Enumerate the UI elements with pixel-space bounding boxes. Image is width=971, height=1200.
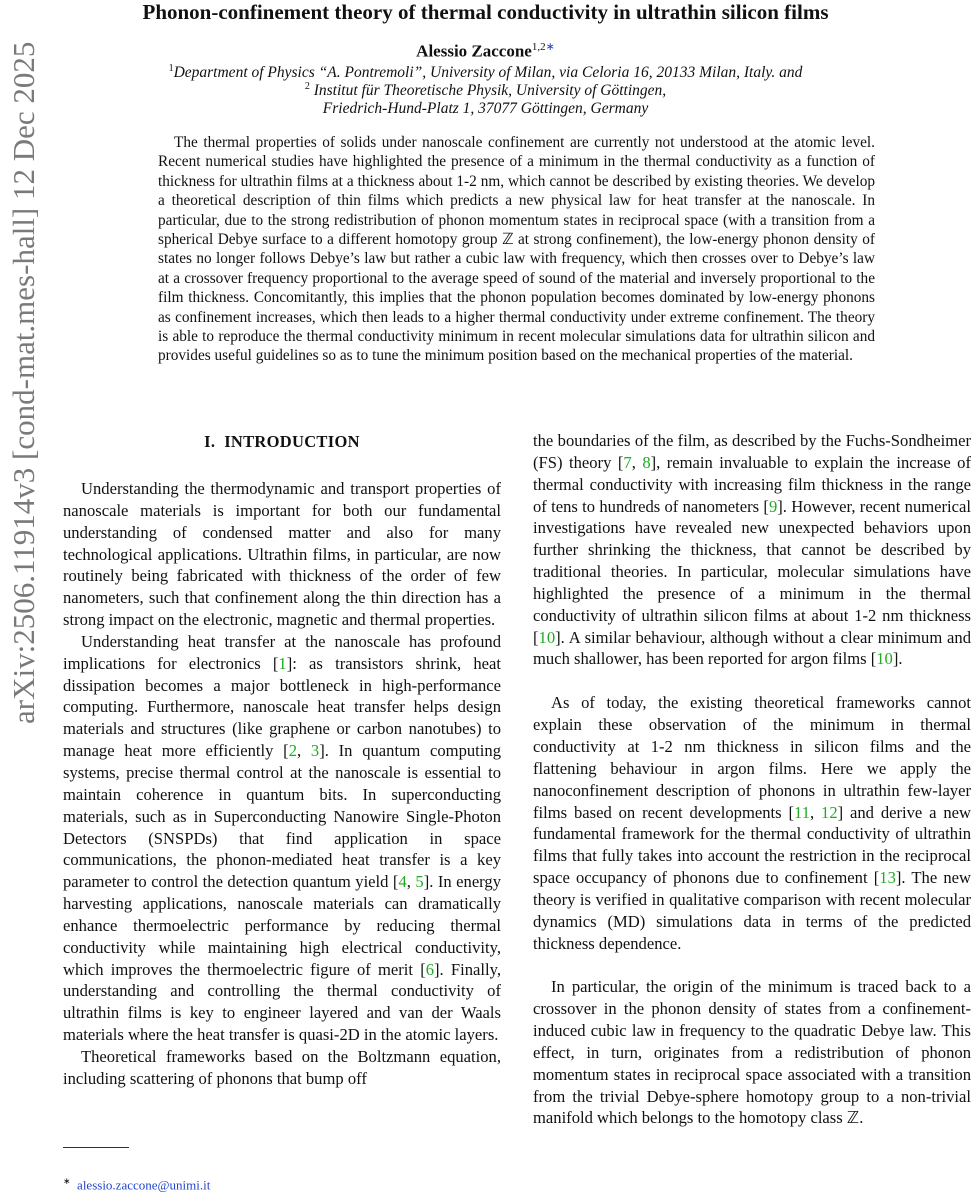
abstract: The thermal properties of solids under nanoscale confinement are currently not understood at the atomic level. Recent numerical studies have highlighted the presence of a minimum in the thermal conductivity as a function of thickness for ultrathin films at a thickness about 1-2 nm, which cannot be described by existing theories. We develop a theoretical description of thin films which predicts a new physical law for heat transfer at the nanoscale. In particular, due to the strong redistribution of phonon momentum states in reciprocal space (with a transition from a spherical Debye surface to a different homotopy group ℤ at strong confinement), the low-energy phonon density of states no longer follows Debye’s law but rather a cubic law with frequency, which then crosses over to Debye’s law at a crossover frequency proportional to the average speed of sound of the material and inversely proportional to the film thickness. Concomitantly, this implies that the phonon population becomes dominated by low-energy phonons as confinement increases, which then leads to a higher thermal conductivity under extreme confinement. The theory is able to reproduce the thermal conductivity minimum in recent molecular simulations data for ultrathin silicon and provides useful guidelines so as to tune the minimum position based on the mechanical properties of the material. — [158, 134, 875, 365]
author-email-link[interactable]: alessio.zaccone@unimi.it — [77, 1177, 211, 1193]
affiliation-1-text: Department of Physics “A. Pontremoli”, University of Milan, via Celoria 16, 20133 Milan, Italy. and — [173, 64, 803, 82]
intro-paragraph-1: Understanding the thermodynamic and transport properties of nanoscale materials is important for both our fundamental understanding of condensed matter and also for many technological applications. Ultrathin films, in particular, are now routinely being fabricated with thickness of the order of few nanometers, such that confinement along the thin direction has a strong impact on the electronic, magnetic and thermal properties. — [63, 479, 501, 630]
intro-paragraph-3-continued: the boundaries of the film, as described by the Fuchs-Sondheimer (FS) theory [7, 8], remain invaluable to explain the increase of thermal conductivity with increasing film thickness in the range of tens to hundreds of nanometers [9]. However, recent numerical investigations have revealed new unexpected behaviors upon further shrinking the thickness, that cannot be described by traditional theories. In particular, molecular simulations have highlighted the presence of a minimum in the thermal conductivity of ultrathin silicon films at about 1-2 nm thickness [10]. A similar behaviour, although without a clear minimum and much shallower, has been reported for argon films [10]. — [533, 431, 971, 669]
citation-link[interactable]: 13 — [879, 868, 896, 888]
left-column — [63, 478, 501, 1090]
text-run: Understanding heat transfer at the nanoscale has profound implications for electronics [ — [63, 631, 501, 673]
citation-link[interactable]: 7 — [623, 452, 632, 472]
right-column — [533, 430, 971, 1129]
citation-link[interactable]: 2 — [288, 741, 298, 761]
section-title: INTRODUCTION — [224, 432, 360, 451]
affiliation-1 — [0, 63, 971, 82]
intro-paragraph-4: As of today, the existing theoretical frameworks cannot explain these observation of the minimum in thermal conductivity at 1-2 nm thickness in silicon films and the flattening behaviour in argon films. Here we apply the nanoconfinement description of phonons in ultrathin few-layer films based on recent developments [11, 12] and derive a new fundamental framework for the thermal conductivity of ultrathin films that fully takes into account the restriction in the reciprocal space occupancy of phonons due to confinement [13]. The new theory is verified in qualitative comparison with recent molecular dynamics (MD) simulations data in terms of the predicted thickness dependence. — [533, 693, 971, 953]
text-run: ]. However, recent numerical investigations have revealed new unexpected behaviors upon further shrinking the thickness, that cannot be described by traditional theories. In particular, molecular simulations have highlighted the presence of a minimum in the thermal conductivity of ultrathin silicon films at about 1-2 nm thickness [ — [533, 496, 971, 647]
text-run: ]. Finally, understanding and controlling the thermal conductivity of ultrathin films is key to engineer layered and van der Waals materials where the heat transfer is quasi-2D in the atomic layers. — [63, 959, 501, 1045]
author-corresponding-mark[interactable]: ∗ — [545, 41, 555, 53]
text-run: ]. — [892, 649, 903, 669]
text-run: ]. A similar behaviour, although without a clear minimum and much shallower, has been reported for argon films [ — [533, 627, 971, 669]
citation-link[interactable]: 12 — [821, 802, 838, 822]
footnote-mark: ∗ — [63, 1176, 71, 1186]
intro-paragraph-5: In particular, the origin of the minimum is traced back to a crossover in the phonon density of states from a confinement-induced cubic law in frequency to the quadratic Debye law. This effect, in turn, originates from a redistribution of phonon momentum states in reciprocal space associated with a transition from the trivial Debye-sphere homotopy group to a non-trivial manifold which belongs to the homotopy class ℤ. — [533, 977, 971, 1128]
intro-paragraph-2: Understanding heat transfer at the nanoscale has profound implications for electronics [1]: as transistors shrink, heat dissipation becomes a major bottleneck in high-performance computing. Furthermore, nanoscale heat transfer helps design materials and structures (like graphene or carbon nanotubes) to manage heat more efficiently [2, 3]. In quantum computing systems, precise thermal control at the nanoscale is essential to maintain coherence in quantum bits. In superconducting materials, such as in Superconducting Nanowire Single-Photon Detectors (SNSPDs) that find application in space communications, the phonon-mediated heat transfer is a key parameter to control the detection quantum yield [4, 5]. In energy harvesting applications, nanoscale materials can dramatically enhance thermoelectric performance by reducing thermal conductivity while maintaining high electrical conductivity, which improves the thermoelectric figure of merit [6]. Finally, understanding and controlling the thermal conductivity of ultrathin films is key to engineer layered and van der Waals materials where the heat transfer is quasi-2D in the atomic layers. — [63, 631, 502, 1045]
text-run: ] and derive a new fundamental framework for the thermal conductivity of ultrathin films that fully takes into account the restriction in the reciprocal space occupancy of phonons due to confinement [ — [533, 802, 971, 888]
text-run: ]. In quantum computing systems, precise thermal control at the nanoscale is essential to maintain coherence in quantum bits. In superconducting materials, such as in Superconducting Nanowire Single-Photon Detectors (SNSPDs) that find application in space communications, the phonon-mediated heat transfer is a key parameter to control the detection quantum yield [ — [63, 741, 501, 892]
arxiv-identifier-stamp: arXiv:2506.11914v3 [cond-mat.mes-hall] 12 Dec 2025 — [6, 41, 41, 724]
paper-title: Phonon-confinement theory of thermal conductivity in ultrathin silicon films — [142, 0, 829, 24]
text-run: ], remain invaluable to explain the increase of thermal conductivity with increasing film thickness in the range of tens to hundreds of nanometers [ — [533, 452, 971, 516]
citation-link[interactable]: 11 — [794, 802, 810, 822]
citation-link[interactable]: 9 — [768, 496, 778, 516]
citation-link[interactable]: 3 — [310, 741, 320, 761]
citation-link[interactable]: 4 — [398, 872, 407, 892]
citation-link[interactable]: 10 — [876, 649, 893, 669]
affiliation-2-mark: 2 — [304, 81, 310, 92]
text-run: ]: as transistors shrink, heat dissipation becomes a major bottleneck in high-performance computing. Furthermore, nanoscale heat transfer helps design materials and structures (like graphene or carbon nanotubes) to manage heat more efficiently [ — [63, 653, 501, 761]
affiliation-2-address-text: Friedrich-Hund-Platz 1, 37077 Göttingen, Germany — [322, 100, 649, 117]
citation-link[interactable]: 6 — [425, 959, 435, 979]
citation-link[interactable]: 1 — [278, 653, 287, 673]
author-line — [0, 40, 971, 62]
text-run: ]. The new theory is verified in qualitative comparison with recent molecular dynamics (MD) simulations data in terms of the predicted thickness dependence. — [533, 868, 971, 953]
intro-paragraph-3: Theoretical frameworks based on the Boltzmann equation, including scattering of phonons that bump off — [63, 1046, 501, 1088]
text-run: the boundaries of the film, as described by the Fuchs-Sondheimer (FS) theory [ — [533, 431, 971, 472]
text-run: As of today, the existing theoretical frameworks cannot explain these observation of the minimum in thermal conductivity at 1-2 nm thickness in silicon films and the flattening behaviour in argon films. Here we apply the nanoconfinement description of phonons in ultrathin few-layer films based on recent developments [ — [533, 693, 971, 822]
citation-link[interactable]: 10 — [538, 627, 556, 647]
affiliation-2 — [0, 81, 971, 100]
affiliation-1-mark: 1 — [168, 63, 174, 74]
footnote-rule — [63, 1147, 129, 1148]
citation-link[interactable]: 8 — [642, 452, 651, 472]
affiliation-2-address — [0, 100, 971, 118]
section-number: I. — [204, 432, 216, 451]
citation-link[interactable]: 5 — [415, 872, 424, 892]
author-affiliation-marks: 1,2 — [531, 41, 546, 53]
text-run: ]. In energy harvesting applications, nanoscale materials can dramatically enhance thermoelectric performance by reducing thermal conductivity while maintaining high electrical conductivity, which improves the thermoelectric figure of merit [ — [63, 872, 502, 979]
footnote — [63, 1176, 210, 1193]
affiliation-2-text: Institut für Theoretische Physik, University of Göttingen, — [313, 82, 667, 100]
section-heading — [63, 432, 501, 452]
author-name: Alessio Zaccone — [416, 41, 532, 61]
